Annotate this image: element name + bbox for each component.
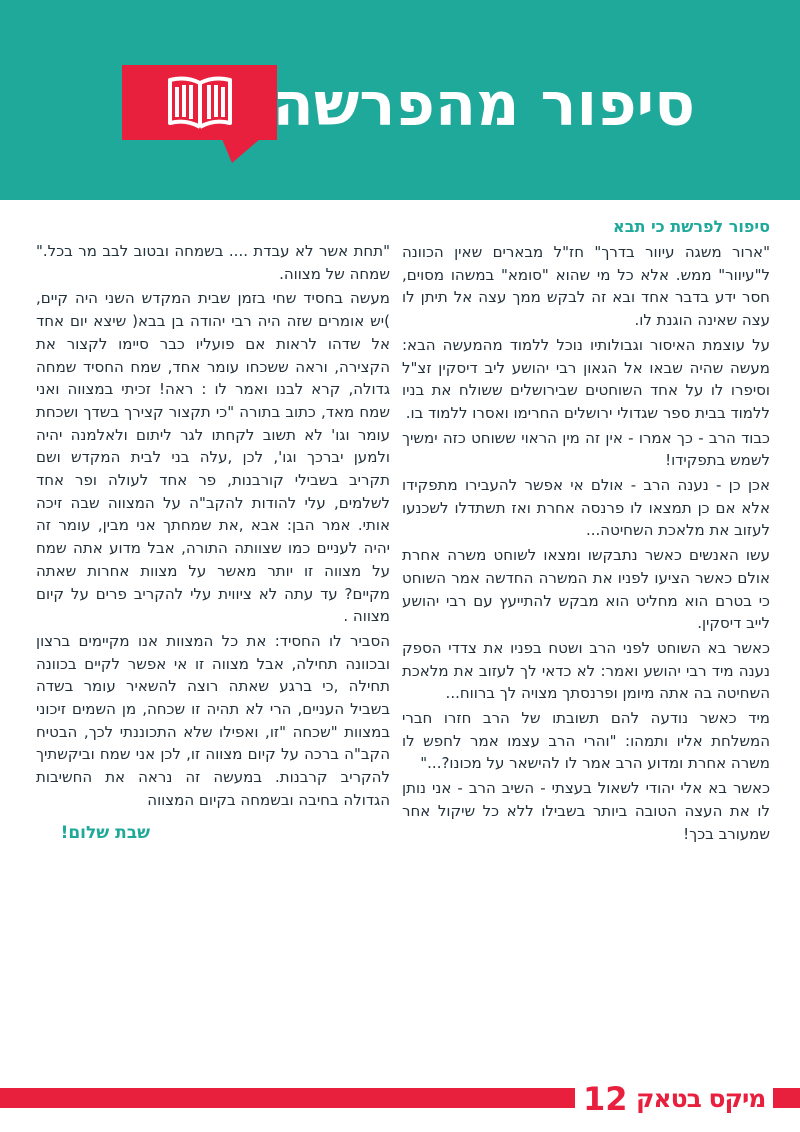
paragraph: מעשה בחסיד שחי בזמן שבית המקדש השני היה קיים, )יש אומרים שזה היה רבי יהודה בן בבא( שיצא יום אחד אל שדהו לראות אם פועליו כבר סיימו לקצור את הקצירה, וראה ששכחו עומר אחד, שמח החסיד שמחה גדולה, קרא לבנו ואמר לו : ראה! זכיתי במצווה ואני שמח מאד, כתוב בתורה "כי תקצור קצירך בשדך ושכחת עומר וגו' לא תשוב לקחתו לגר ליתום ולאלמנה יהיה ולמען יברכך וגו', לכן ,עלה בני לבית המקדש ושם תקריב בשבילי קורבנות, פר אחד לעולה ופר אחד לשלמים, עלי להודות להקב"ה על המצווה שבה זיכה אותי. אמר הבן: אבא ,את שמחתך אני מבין, עומר זה יהיה לעניים כמו שצוותה התורה, אבל מדוע אתה שמח על מצווה זו יותר מאשר על מצוות אחרות שאתה מקיים? עד עתה לא ציווית עלי להקריב פרים על קיום מצווה .: [36, 289, 390, 626]
paragraph: "תחת אשר לא עבדת .... בשמחה ובטוב לבב מר בכל." שמחה של מצווה.: [36, 242, 390, 283]
paragraph: "ארור משגה עיוור בדרך" חז"ל מבארים שאין הכוונה ל"עיוור" ממש. אלא כל מי שהוא "סומא" במשהו מסוים, חסר ידע בדבר אחד ובא זה לבקש ממך עצה אל תיתן לו עצה שאינה הוגנת לו.: [402, 243, 770, 330]
paragraph: כאשר בא אלי יהודי לשאול בעצתי - השיב הרב - אני נותן לו את העצה הטובה ביותר בשבילו ללא כל שיקול אחר שמעורב בכך!: [402, 779, 770, 843]
paragraph: כאשר בא השוחט לפני הרב ושטח בפניו את צדדי הספק נענה מיד רבי יהושע ואמר: לא כדאי לך לעזוב את מלאכת השחיטה בה אתה מיומן ופרנסתך מצויה לך ברווח...: [402, 638, 770, 703]
brand-name: מיקס בטאק: [636, 1084, 766, 1113]
open-book-icon: [166, 73, 234, 133]
paragraph: על עוצמת האיסור וגבולותיו נוכל ללמוד מהמעשה הבא: מעשה שהיה שבאו אל הגאון רבי יהושע ליב דיסקין זצ"ל וסיפרו לו על אחד השוחטים שבירושלים ששולח את בניו ללמוד בבית ספר שגדולי ירושלים החרימו ואסרו ללמוד בו.: [402, 335, 770, 422]
closing-greeting: שבת שלום!: [60, 822, 150, 843]
paragraph: הסביר לו החסיד: את כל המצוות אנו מקיימים ברצון ובכוונה תחילה, אבל מצווה זו אי אפשר לקיים בכוונה תחילה ,כי ברגע שאתה רוצה להשאיר עומר בשדה בשביל העניים, הרי לא תהיה זו שכחה, מן השמים זיכוני במצוות "שכחה "זו, ואפילו שלא התכוננתי לכך, הבטיח הקב"ה ברכה על קיום מצווה זו, לכן אני שמח וביקשתיך להקריב קרבנות. במעשה זה נראה את החשיבות הגדולה בחיבה ובשמחה בקיום המצווה: [36, 631, 390, 809]
paragraph: אכן כן - נענה הרב - אולם אי אפשר להעבירו מתפקידו אלא אם כן תמצאו לו פרנסה אחרת ואז תשתדלו לשכנעו לעזוב את מלאכת השחיטה...: [402, 476, 770, 540]
page-title: סיפור מהפרשה: [272, 70, 695, 140]
paragraph: מיד כאשר נודעה להם תשובתו של הרב חזרו חברי המשלחת אליו ותמהו: "והרי הרב עצמו אמר לחפש לו משרה אחרת ומדוע הרב אמר לו להישאר על מכונו?...": [402, 709, 770, 773]
paragraph: עשו האנשים כאשר נתבקשו ומצאו לשוחט משרה אחרת אולם כאשר הציעו לפניו את המשרה החדשה אמר השוחט כי בטרם הוא מחליט הוא מבקש להתייעץ עם רבי יהושע לייב דיסקין.: [402, 546, 770, 633]
story-heading: סיפור לפרשת כי תבא: [613, 217, 770, 236]
paragraph: כבוד הרב - כך אמרו - אין זה מין הראוי ששוחט כזה ימשיך לשמש בתפקידו!: [402, 428, 770, 470]
article-left-column: [36, 240, 390, 844]
speech-bubble-tail: [222, 139, 260, 163]
page-number: 12: [583, 1080, 628, 1118]
article-right-column: [402, 215, 770, 845]
